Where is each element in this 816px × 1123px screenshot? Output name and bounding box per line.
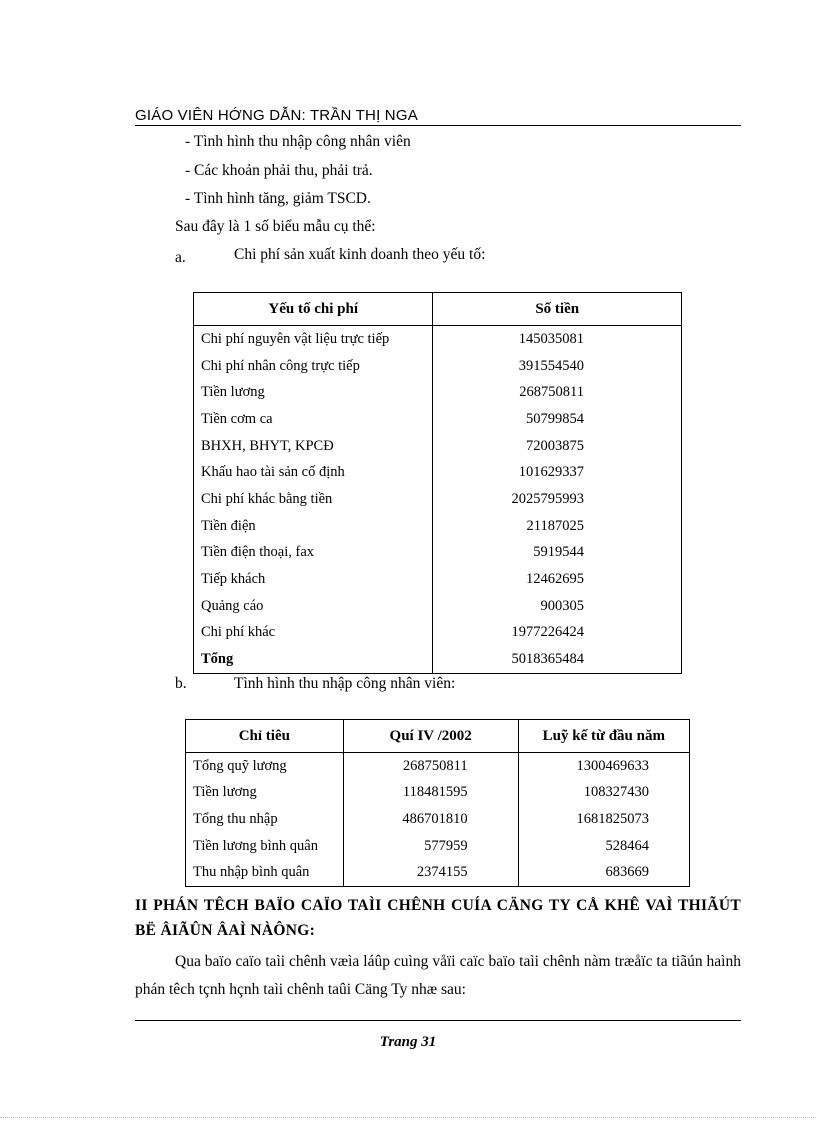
cell-indicator: Tổng quỹ lương <box>186 753 344 780</box>
table-row <box>194 406 682 433</box>
cell-indicator: Tiền lương bình quân <box>186 833 344 860</box>
cell-item: Tiếp khách <box>194 566 433 593</box>
cell-q4: 486701810 <box>343 806 518 833</box>
cell-q4: 118481595 <box>343 780 518 807</box>
table-row <box>194 593 682 620</box>
table-row <box>194 513 682 540</box>
cell-q4: 2374155 <box>343 859 518 886</box>
cell-amount: 50799854 <box>526 410 584 427</box>
table-row <box>194 540 682 567</box>
income-table <box>185 719 690 887</box>
table-row <box>194 620 682 647</box>
table-row <box>194 433 682 460</box>
page-edge-divider <box>0 1117 816 1118</box>
cell-q4: 577959 <box>343 833 518 860</box>
cell-item: Chi phí khác bằng tiền <box>194 486 433 513</box>
cell-indicator: Thu nhập bình quân <box>186 859 344 886</box>
cell-item: BHXH, BHYT, KPCĐ <box>194 433 433 460</box>
section-b-label: b. <box>175 675 187 692</box>
cell-cumulative: 1300469633 <box>576 757 649 774</box>
column-header: Chỉ tiêu <box>186 720 344 753</box>
table-row <box>194 486 682 513</box>
column-header: Số tiền <box>433 293 682 326</box>
table-row <box>186 780 690 807</box>
section-b-title: Tình hình thu nhập công nhân viên: <box>234 675 456 692</box>
cell-item: Khấu hao tài sản cố định <box>194 459 433 486</box>
cell-cumulative: 528464 <box>605 837 649 854</box>
column-header: Yếu tố chi phí <box>194 293 433 326</box>
bullet-item: - Các khoản phải thu, phải trả. <box>185 162 373 179</box>
page-header: GIÁO VIÊN HỚNG DẪN: TRẦN THỊ NGA <box>135 107 741 126</box>
body-paragraph: Qua baïo caïo taìi chênh væìa láûp cuìng våïi caïc baïo taìi chênh nàm træåïc ta tiãún haình phán têch tçnh hçnh taìi chênh taûi Cäng Ty nhæ sau: <box>135 953 741 998</box>
table-row <box>186 753 690 780</box>
cell-cumulative: 1681825073 <box>576 810 649 827</box>
table-row <box>194 566 682 593</box>
table-row <box>194 459 682 486</box>
cell-item: Chi phí nhân công trực tiếp <box>194 353 433 380</box>
table-row <box>186 806 690 833</box>
cell-amount: 21187025 <box>526 517 584 534</box>
cell-amount: 101629337 <box>518 464 584 481</box>
table-row <box>186 833 690 860</box>
cell-amount: 72003875 <box>526 437 584 454</box>
footer-divider <box>135 1020 741 1021</box>
table-row <box>194 326 682 353</box>
table-row <box>194 353 682 380</box>
total-row <box>194 646 682 673</box>
cell-indicator: Tiền lương <box>186 780 344 807</box>
cell-indicator: Tổng thu nhập <box>186 806 344 833</box>
cell-amount: 2025795993 <box>511 490 584 507</box>
cell-item: Quảng cáo <box>194 593 433 620</box>
column-header: Quí IV /2002 <box>343 720 518 753</box>
cell-amount: 5919544 <box>533 544 584 561</box>
section-a-label: a. <box>175 249 186 266</box>
intro-text: Sau đây là 1 số biểu mẫu cụ thể: <box>175 218 376 235</box>
cell-amount: 268750811 <box>519 384 584 401</box>
cell-q4: 268750811 <box>343 753 518 780</box>
cell-item: Chi phí nguyên vật liệu trực tiếp <box>194 326 433 353</box>
cell-amount: 1977226424 <box>511 624 584 641</box>
cell-cumulative: 108327430 <box>583 784 649 801</box>
cost-table <box>193 292 682 674</box>
page-number: Trang 31 <box>379 1034 437 1050</box>
cell-cumulative: 683669 <box>605 864 649 881</box>
section-heading: II PHÁN TÊCH BAÏO CAÏO TAÌI CHÊNH CUÍA CÄNG TY CÅ KHÊ VAÌ THIÃÚT BË ÂIÃÛN ÂAÌ NÀÔNG: <box>135 897 741 939</box>
section-a-title: Chi phí sản xuất kinh doanh theo yếu tố: <box>234 246 486 263</box>
cell-amount: 391554540 <box>518 357 584 374</box>
cell-amount: 12462695 <box>526 571 584 588</box>
cell-item: Tiền lương <box>194 379 433 406</box>
column-header: Luỹ kế từ đầu năm <box>518 720 689 753</box>
cell-item: Tiền điện <box>194 513 433 540</box>
cell-item: Tiền điện thoại, fax <box>194 540 433 567</box>
bullet-item: - Tình hình tăng, giảm TSCD. <box>185 190 371 207</box>
cell-amount: 900305 <box>540 597 584 614</box>
table-row <box>186 859 690 886</box>
bullet-item: - Tình hình thu nhập công nhân viên <box>185 133 411 150</box>
total-label: Tổng <box>194 646 433 673</box>
cell-amount: 145035081 <box>518 330 584 347</box>
cell-item: Tiền cơm ca <box>194 406 433 433</box>
total-amount: 5018365484 <box>511 651 584 668</box>
cell-item: Chi phí khác <box>194 620 433 647</box>
table-row <box>194 379 682 406</box>
